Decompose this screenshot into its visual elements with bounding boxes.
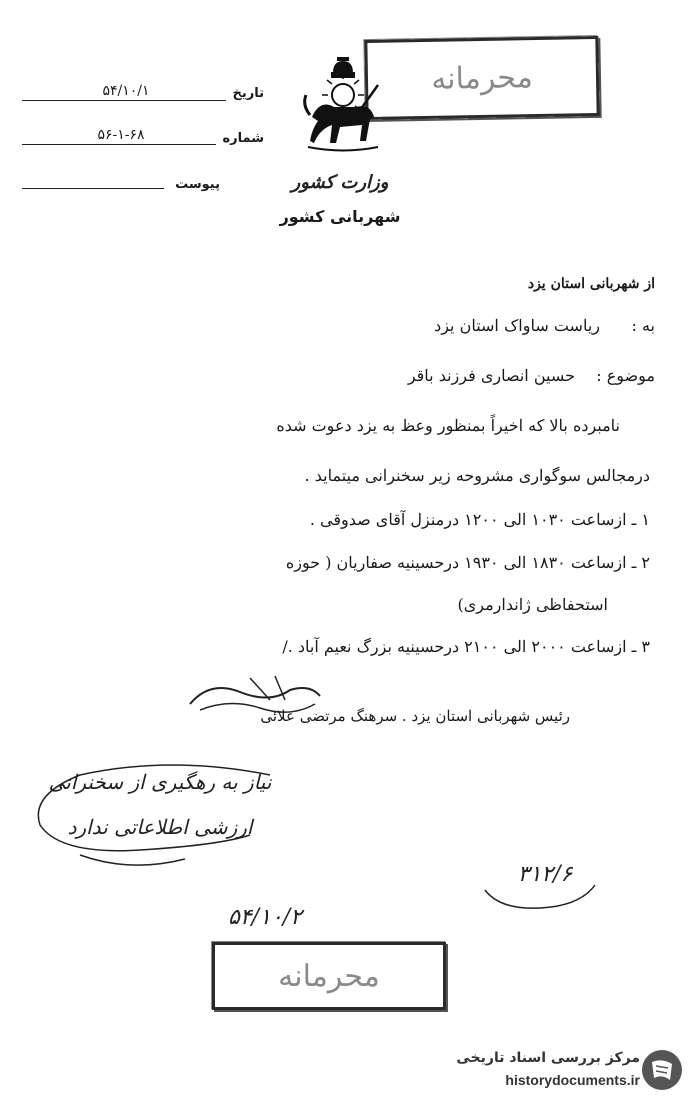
handwritten-date: ۵۴/۱۰/۲ [228, 905, 302, 930]
number-line [22, 144, 216, 145]
letter-to-value: ریاست ساواک استان یزد [434, 316, 600, 335]
body-line-5: استحفاظی ژاندارمری) [457, 595, 608, 614]
letter-from: از شهربانی استان یزد [527, 276, 655, 292]
letter-subject-value: حسین انصاری فرزند باقر [407, 366, 575, 385]
handwritten-note-line-1: نیاز به رهگیری از سخنرانی [48, 770, 272, 794]
number-value: ۵۶-۱-۶۸ [97, 127, 145, 143]
body-line-1: نامبرده بالا که اخیراً بمنظور وعظ به یزد دعوت شده [276, 416, 620, 435]
confidential-stamp-top [364, 36, 599, 120]
letter-subject-label: موضوع : [596, 366, 655, 385]
letter-to-label: به : [631, 316, 655, 335]
attachment-label: پیوست [175, 177, 220, 192]
date-label: تاریخ [232, 86, 264, 101]
ministry-name: وزارت کشور [291, 172, 389, 193]
watermark-url: historydocuments.ir [505, 1072, 640, 1088]
body-line-3: ۱ ـ ازساعت ۱۰۳۰ الی ۱۲۰۰ درمنزل آقای صدوقی . [309, 510, 650, 529]
date-value: ۵۴/۱۰/۱ [102, 83, 150, 99]
body-line-4: ۲ ـ ازساعت ۱۸۳۰ الی ۱۹۳۰ درحسینیه صفاریان ( حوزه [285, 553, 650, 572]
watermark-title: مرکز بررسی اسناد تاریخی [456, 1050, 640, 1066]
watermark-logo-icon [640, 1048, 684, 1092]
stamp-text-top: محرمانه [430, 59, 534, 97]
handwritten-ref-number: ۳۱۲/۶ [517, 862, 573, 887]
body-line-2: درمجالس سوگواری مشروحه زیر سخنرانی میتماید . [304, 466, 650, 485]
number-label: شماره [222, 131, 264, 146]
department-name: شهربانی کشور [279, 207, 401, 226]
handwritten-note-line-2: ارزشی اطلاعاتی ندارد [67, 815, 253, 839]
date-line [22, 100, 226, 101]
lion-and-sun-emblem-icon [300, 55, 386, 155]
confidential-stamp-bottom [212, 942, 446, 1010]
stamp-text-bottom: محرمانه [278, 958, 380, 994]
attachment-line [22, 188, 164, 189]
body-line-6: ۳ ـ ازساعت ۲۰۰۰ الی ۲۱۰۰ درحسینیه بزرگ نعیم آباد ./ [282, 637, 650, 656]
signature-line: رئیس شهربانی استان یزد . سرهنگ مرتضی علائی [260, 707, 570, 725]
